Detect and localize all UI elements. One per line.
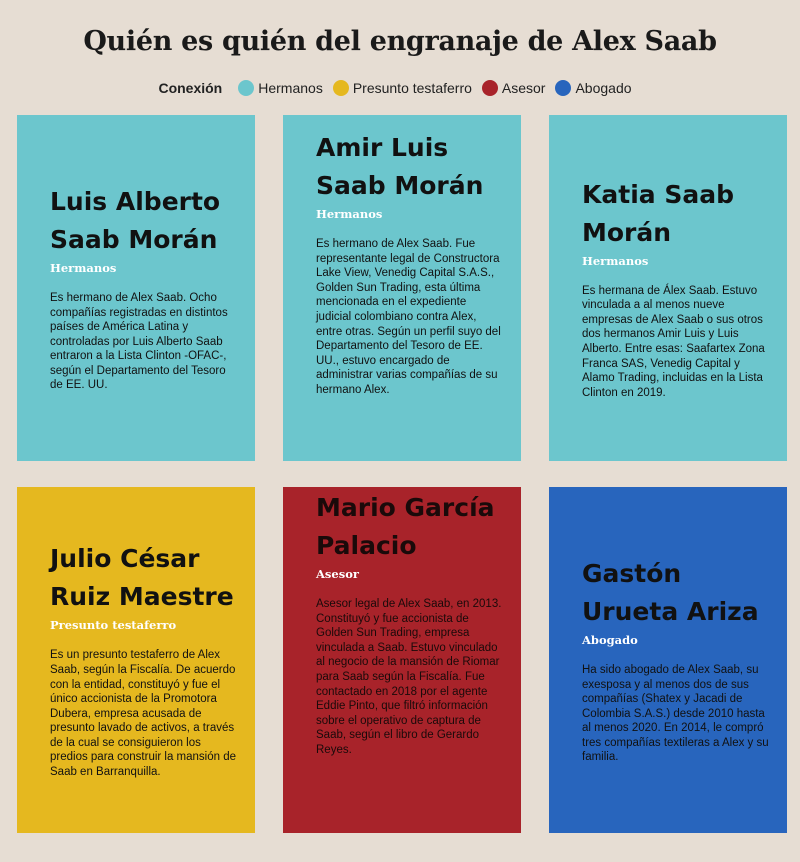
person-description: Es hermano de Alex Saab. Fue representante legal de Constructora Lake View, Venedig Capital S.A.S., Golden Sun Trading, esta última mencionada en el expediente judicial colombiano contra Alex, entre otras. Según un perfil suyo del Departamento del Tesoro de EE. UU., estuvo encargado de administrar varias compañías de su hermano Alex. — [316, 238, 501, 396]
person-card — [549, 115, 787, 461]
person-name: Katia Saab Morán — [582, 179, 734, 247]
legend-item-asesor — [482, 80, 546, 96]
person-description: Es hermano de Alex Saab. Ocho compañías registradas en distintos países de América Latina y controladas por Luis Alberto Saab entraron a la Lista Clinton -OFAC-, según el Departamento del Tesoro de EE. UU. — [50, 291, 228, 392]
legend-label: Abogado — [575, 80, 632, 96]
legend-title: Conexión — [158, 80, 223, 96]
connection-label: Hermanos — [316, 207, 383, 221]
connection-label: Hermanos — [50, 260, 117, 275]
legend-label: Presunto testaferro — [352, 80, 472, 96]
legend-label: Asesor — [501, 80, 546, 96]
person-card — [17, 487, 255, 833]
person-name: Gastón Urueta Ariza — [582, 558, 759, 626]
page-title: Quién es quién del engranaje de Alex Saab — [83, 26, 717, 57]
person-card — [549, 487, 787, 833]
legend-item-hermanos — [238, 80, 323, 96]
legend-swatch — [555, 80, 571, 96]
person-name: Luis Alberto Saab Morán — [50, 186, 221, 254]
person-description: Es hermana de Álex Saab. Estuvo vinculada a al menos nueve empresas de Alex Saab o sus otros dos hermanos Amir Luis y Luis Alberto. Entre esas: Saafartex Zona Franca SAS, Venedig Capital y Alamo Trading, incluidas en la Lista Clinton en 2019. — [582, 284, 765, 399]
person-description: Ha sido abogado de Alex Saab, su exesposa y al menos dos de sus compañías (Shatex y Jacadi de Colombia S.A.S.) desde 2010 hasta al menos 2020. En 2014, le compró tres compañías textileras a Alex y su familia. — [582, 663, 769, 764]
person-description: Asesor legal de Alex Saab, en 2013. Constituyó y fue accionista de Golden Sun Trading, empresa vinculada a Saab. Estuvo vinculado al negocio de la mansión de Riomar para Saab según la Fiscalía. Fue contactado en 2018 por el agente Eddie Pinto, que filtró información sobre el operativo de captura de Saab, según el libro de Gerardo Reyes. — [316, 598, 502, 756]
legend-swatch — [482, 80, 498, 96]
person-description: Es un presunto testaferro de Alex Saab, según la Fiscalía. De acuerdo con la entidad, constituyó y fue el único accionista de la Promotora Dubera, empresa acusada de presunto lavado de activos, a través de la cual se consiguieron los predios para construir la mansión de Saab en Barranquilla. — [50, 649, 237, 779]
legend-item-testaferro — [333, 80, 472, 96]
connection-label: Presunto testaferro — [50, 618, 177, 633]
legend-swatch — [238, 80, 254, 96]
person-name: Amir Luis Saab Morán — [316, 133, 484, 200]
legend-label: Hermanos — [258, 80, 323, 96]
legend — [0, 80, 800, 96]
person-card — [283, 115, 521, 461]
legend-swatch — [333, 80, 349, 96]
person-name: Mario García Palacio — [316, 493, 495, 560]
person-card — [17, 115, 255, 461]
person-name: Julio César Ruiz Maestre — [50, 544, 234, 612]
connection-label: Asesor — [316, 567, 359, 581]
person-card — [283, 487, 521, 833]
legend-item-abogado — [555, 80, 631, 96]
connection-label: Hermanos — [582, 253, 649, 268]
connection-label: Abogado — [582, 632, 638, 647]
